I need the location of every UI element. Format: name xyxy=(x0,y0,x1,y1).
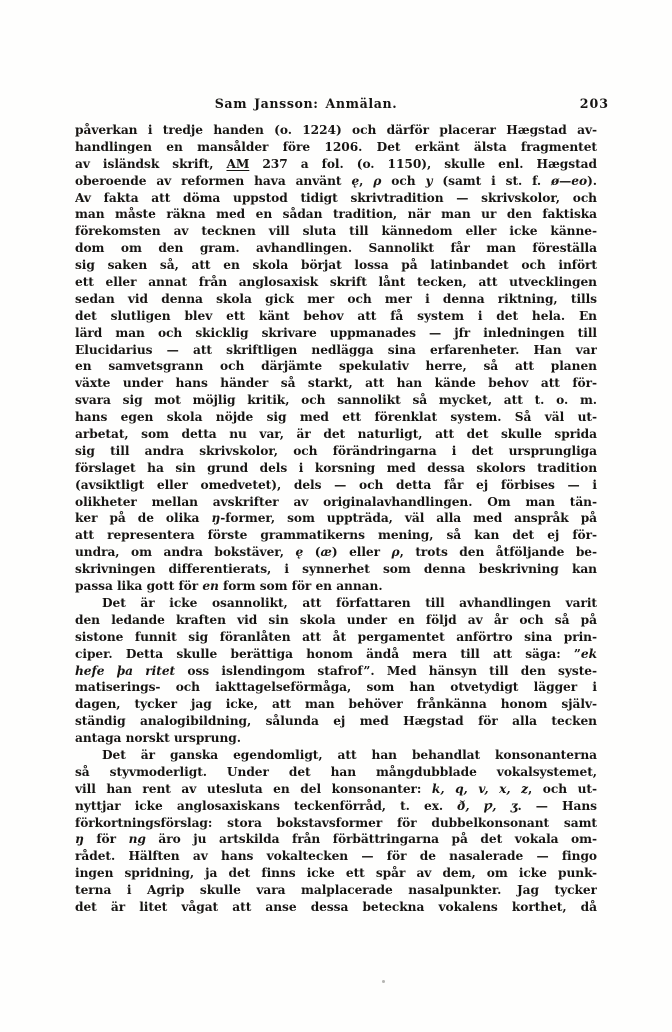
text-segment: Av fakta att döma uppstod tidigt skrivtradition — skrivskolor, och xyxy=(75,190,597,205)
text-segment: matiserings- och iakttagelseförmåga, som han otvetydigt lägger i xyxy=(75,680,597,695)
scan-speck xyxy=(382,980,385,983)
text-line xyxy=(75,578,597,595)
text-segment: (avsiktligt eller omedvetet), dels — och detta får ej förbises — i xyxy=(75,477,597,492)
text-segment: handlingen en mansålder före 1206. Det erkänt älsta fragmentet xyxy=(75,139,597,154)
text-segment: oberoende av reformen hava använt xyxy=(75,173,352,188)
text-segment: ρ xyxy=(391,545,400,560)
text-line xyxy=(75,561,597,578)
text-segment: Elucidarius — att skriftligen nedlägga sina erfarenheter. Han var xyxy=(75,342,597,357)
text-line xyxy=(75,747,597,764)
text-line xyxy=(75,240,597,257)
text-segment: terna i Agrip skulle vara malplacerade nasalpunkter. Jag tycker xyxy=(75,883,597,898)
text-line xyxy=(75,190,597,207)
text-segment: -former, som uppträda, väl alla med anspråk på xyxy=(220,511,597,526)
text-line xyxy=(75,510,597,527)
paragraph xyxy=(75,747,597,916)
text-segment: y xyxy=(425,173,433,188)
text-segment: — xyxy=(559,173,572,188)
text-line xyxy=(75,206,597,223)
text-segment: passa lika gott för xyxy=(75,579,203,594)
text-line xyxy=(75,848,597,865)
text-segment: skrivningen differentierats, i synnerhet som denna beskrivning kan xyxy=(75,562,597,577)
text-line xyxy=(75,612,597,629)
text-segment: form som för en annan. xyxy=(218,579,383,594)
text-line xyxy=(75,865,597,882)
text-segment: sistone funnit sig föranlåten att åt pergamentet anförtro sina prin- xyxy=(75,629,597,644)
text-segment: ę xyxy=(295,545,304,560)
text-line xyxy=(75,375,597,392)
text-segment: förkortningsförslag: stora bokstavsformer för dubbelkonsonant samt xyxy=(75,815,597,830)
text-segment: sig saken så, att en skola börjat lossa på latinbandet och infört xyxy=(75,258,597,273)
text-segment: 237 a fol. (o. 1150), skulle enl. Hægstad xyxy=(249,156,597,171)
text-segment: en xyxy=(202,579,219,594)
text-segment: den ledande kraften vid sin skola under en följd av år och så på xyxy=(75,612,597,627)
paragraph xyxy=(75,595,597,747)
text-segment: olikheter mellan avskrifter av originalavhandlingen. Om man tän- xyxy=(75,494,597,509)
text-line xyxy=(75,595,597,612)
text-segment: en samvetsgrann och därjämte spekulativ herre, så att planen xyxy=(75,359,597,374)
text-segment: oss islendingom stafrof”. Med hänsyn till den syste- xyxy=(175,663,597,678)
text-segment: ( xyxy=(303,545,321,560)
text-line xyxy=(75,781,597,798)
text-line xyxy=(75,460,597,477)
text-segment: förekomsten av tecknen vill sluta till kännedom eller icke känne- xyxy=(75,224,597,239)
text-line xyxy=(75,798,597,815)
text-segment: växte under hans händer så starkt, att han kände behov att för- xyxy=(75,376,597,391)
text-segment: ). xyxy=(587,173,597,188)
text-line xyxy=(75,443,597,460)
text-line xyxy=(75,426,597,443)
text-segment: k, q, v, x, z xyxy=(431,781,528,796)
text-segment: Det är icke osannolikt, att författaren till avhandlingen varit xyxy=(102,595,597,610)
text-segment: att representera förste grammatikerns mening, så kan det ej för- xyxy=(75,528,597,543)
text-line xyxy=(75,730,597,747)
text-line xyxy=(75,325,597,342)
text-segment: arbetat, som detta nu var, är det naturligt, att det skulle sprida xyxy=(75,427,597,442)
text-segment: ð, ƿ, ʒ xyxy=(457,798,518,813)
text-line xyxy=(75,899,597,916)
text-line xyxy=(75,409,597,426)
text-line xyxy=(75,122,597,139)
text-line xyxy=(75,882,597,899)
text-segment: äro ju artskilda från förbättringarna på det vokala om- xyxy=(145,832,597,847)
text-line xyxy=(75,764,597,781)
text-line xyxy=(75,308,597,325)
text-segment: sig till andra skrivskolor, och förändringarna i det ursprungliga xyxy=(75,443,597,458)
text-segment: undra, om andra bokstäver, xyxy=(75,545,296,560)
text-line xyxy=(75,274,597,291)
text-segment: . — Hans xyxy=(517,798,597,813)
text-line xyxy=(75,663,597,680)
text-segment: dagen, tycker jag icke, att man behöver frånkänna honom själv- xyxy=(75,697,597,712)
text-segment: (samt i st. f. xyxy=(432,173,552,188)
text-line xyxy=(75,291,597,308)
text-segment: dom om den gram. avhandlingen. Sannolikt får man föreställa xyxy=(75,241,597,256)
text-segment: ŋ xyxy=(75,832,84,847)
text-line xyxy=(75,815,597,832)
text-segment: ng xyxy=(128,832,146,847)
text-line xyxy=(75,156,597,173)
text-segment: av isländsk skrift, xyxy=(75,156,227,171)
running-header-title: Sam Jansson: Anmälan. xyxy=(214,96,398,111)
text-segment: ø xyxy=(551,173,560,188)
text-segment: AM xyxy=(226,156,250,171)
text-segment: eo xyxy=(571,173,588,188)
text-line xyxy=(75,831,597,848)
text-segment: æ xyxy=(320,545,332,560)
text-segment: , xyxy=(359,173,374,188)
text-segment: så styvmoderligt. Under det han mångdubblade vokalsystemet, xyxy=(75,764,597,779)
text-segment: ρ xyxy=(373,173,382,188)
text-segment: hefe þa ritet xyxy=(75,663,176,678)
text-segment: man måste räkna med en sådan tradition, när man ur den faktiska xyxy=(75,207,597,222)
text-line xyxy=(75,494,597,511)
text-segment: ) eller xyxy=(331,545,392,560)
text-segment: ciper. Detta skulle berättiga honom ändå mera till att säga: ” xyxy=(75,646,581,661)
text-line xyxy=(75,342,597,359)
text-line xyxy=(75,646,597,663)
text-line xyxy=(75,713,597,730)
text-segment: ker på de olika xyxy=(75,511,212,526)
text-line xyxy=(75,257,597,274)
text-line xyxy=(75,173,597,190)
text-segment: nyttjar icke anglosaxiskans teckenförråd, t. ex. xyxy=(75,798,458,813)
text-segment: för xyxy=(83,832,129,847)
text-segment: ek xyxy=(580,646,597,661)
text-segment: svara sig mot möjlig kritik, och sannolikt så mycket, att t. o. m. xyxy=(75,393,597,408)
text-segment: vill han rent av utesluta en del konsonanter: xyxy=(75,781,432,796)
text-segment: antaga norskt ursprung. xyxy=(75,731,241,746)
text-line xyxy=(75,477,597,494)
text-block xyxy=(75,122,597,916)
text-segment: och xyxy=(381,173,426,188)
text-line xyxy=(75,629,597,646)
text-segment: rådet. Hälften av hans vokaltecken — för de nasalerade — fingo xyxy=(75,849,597,864)
text-segment: påverkan i tredje handen (o. 1224) och därför placerar Hægstad av- xyxy=(75,123,597,137)
text-segment: ständig analogibildning, sålunda ej med Hægstad för alla tecken xyxy=(75,714,597,729)
text-segment: ingen spridning, ja det finns icke ett spår av dem, om icke punk- xyxy=(75,866,597,881)
text-segment: ę xyxy=(351,173,360,188)
text-line xyxy=(75,139,597,156)
text-segment: förslaget ha sin grund dels i korsning med dessa skolors tradition xyxy=(75,460,597,475)
text-segment: hans egen skola nöjde sig med ett förenklat system. Så väl ut- xyxy=(75,410,597,425)
text-segment: det är litet vågat att anse dessa beteckna vokalens korthet, då xyxy=(75,899,597,914)
text-line xyxy=(75,679,597,696)
text-line xyxy=(75,358,597,375)
text-line xyxy=(75,696,597,713)
text-segment: , trots den åtföljande be- xyxy=(399,545,597,560)
text-segment: det slutligen blev ett känt behov att få system i det hela. En xyxy=(75,308,597,323)
text-line xyxy=(75,544,597,561)
text-segment: ett eller annat från anglosaxisk skrift lånt tecken, att utvecklingen xyxy=(75,275,597,290)
text-segment: sedan vid denna skola gick mer och mer i denna riktning, tills xyxy=(75,291,597,306)
text-segment: lärd man och skicklig skrivare uppmanades — jfr inledningen till xyxy=(75,325,597,340)
text-line xyxy=(75,223,597,240)
text-segment: , och ut- xyxy=(527,781,597,796)
text-segment: Det är ganska egendomligt, att han behandlat konsonanterna xyxy=(102,747,597,762)
page-number: 203 xyxy=(579,96,609,111)
text-segment: ŋ xyxy=(211,511,221,526)
text-line xyxy=(75,527,597,544)
running-header xyxy=(75,95,609,113)
text-line xyxy=(75,392,597,409)
paragraph xyxy=(75,122,597,595)
